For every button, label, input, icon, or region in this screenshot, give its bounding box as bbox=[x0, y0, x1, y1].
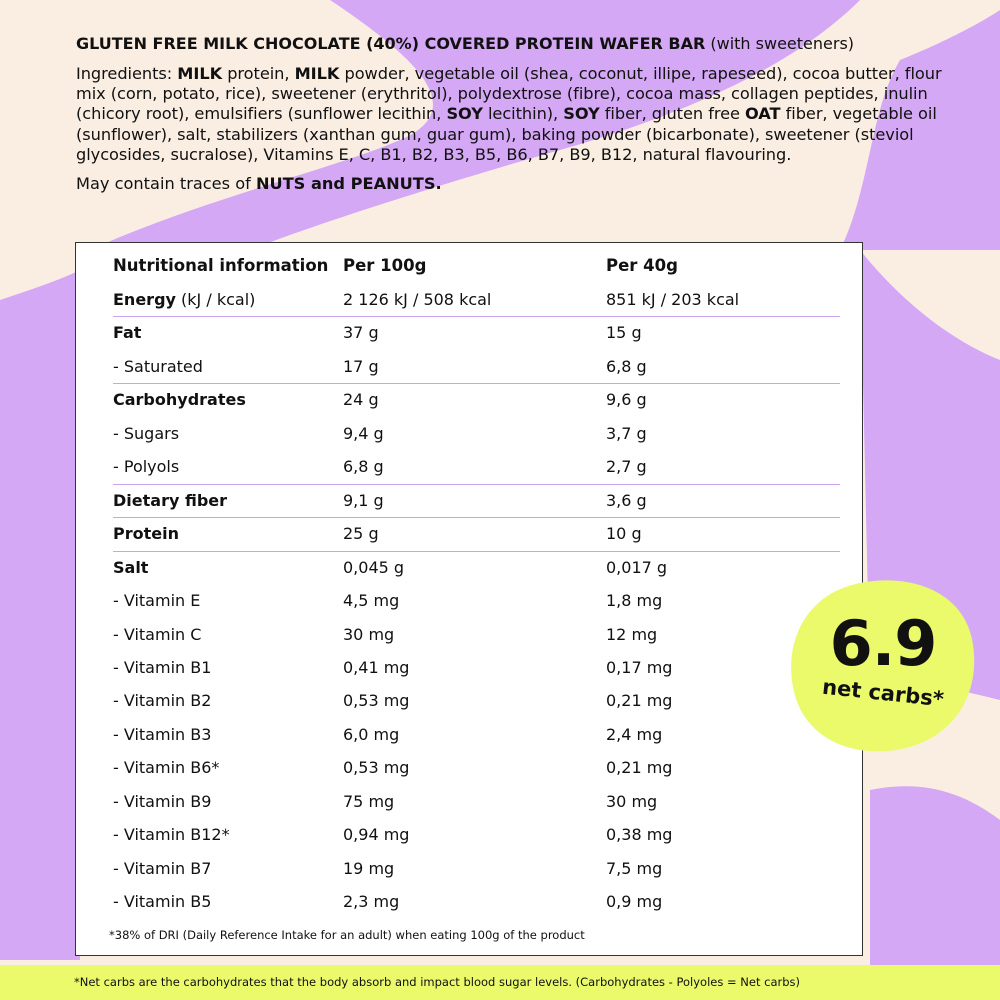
nutrition-table bbox=[75, 242, 863, 956]
product-title-bold: GLUTEN FREE MILK CHOCOLATE (40%) COVERED PROTEIN WAFER BAR bbox=[76, 34, 706, 53]
nutrition-row bbox=[113, 484, 840, 518]
net-carbs-footnote: *Net carbs are the carbohydrates that the body absorb and impact blood sugar levels. (Carbohydrates - Polyoles = Net carbs) bbox=[74, 975, 801, 989]
value-per-40g: 15 g bbox=[606, 323, 642, 343]
nutrition-row bbox=[113, 450, 840, 484]
ingredient-text: fiber, vegetable oil (sunflower), salt, stabilizers (xanthan gum, guar gum), baking powder (bicarbonate), sweetener (steviol glycosides, sucralose), Vitamins E, C, B1, B2, B3, B5, B6, B7, B9, B12, natural flavouring. bbox=[76, 104, 937, 164]
nutrient-name-cell bbox=[113, 484, 227, 517]
nutrition-row bbox=[113, 885, 840, 918]
value-per-40g: 12 mg bbox=[606, 624, 658, 644]
nutrient-name-cell bbox=[113, 618, 201, 651]
nutrient-name: - Sugars bbox=[113, 423, 180, 443]
nutrition-row bbox=[113, 350, 840, 384]
nutrient-name: - Vitamin E bbox=[113, 591, 201, 611]
value-per-100g: 19 mg bbox=[343, 858, 395, 878]
nutrient-name-cell bbox=[113, 450, 179, 483]
header-per-40g: Per 40g bbox=[606, 256, 678, 275]
value-per-100g: 24 g bbox=[343, 390, 379, 410]
value-per-100g: 17 g bbox=[343, 356, 379, 376]
nutrient-name-cell bbox=[113, 785, 211, 818]
value-per-40g: 9,6 g bbox=[606, 390, 647, 410]
product-heading-block bbox=[76, 33, 956, 195]
nutrient-name-cell bbox=[113, 517, 179, 550]
value-per-100g: 0,53 mg bbox=[343, 691, 410, 711]
nutrient-name: - Vitamin C bbox=[113, 624, 202, 644]
allergen-traces bbox=[76, 173, 956, 195]
nutrition-row bbox=[113, 283, 840, 317]
ingredients-text bbox=[76, 64, 956, 165]
value-per-100g: 0,41 mg bbox=[343, 657, 410, 677]
value-per-40g: 3,7 g bbox=[606, 423, 647, 443]
nutrient-name: - Vitamin B5 bbox=[113, 892, 212, 912]
nutrient-name: - Vitamin B6* bbox=[113, 758, 220, 778]
value-per-40g: 30 mg bbox=[606, 791, 658, 811]
nutrition-row bbox=[113, 551, 840, 584]
nutrient-name: Salt bbox=[113, 557, 149, 577]
value-per-40g: 10 g bbox=[606, 524, 642, 544]
value-per-40g: 2,7 g bbox=[606, 457, 647, 477]
nutrient-name: - Vitamin B7 bbox=[113, 858, 212, 878]
value-per-100g: 2,3 mg bbox=[343, 892, 400, 912]
header-nutritional-information: Nutritional information bbox=[113, 256, 329, 275]
nutrient-name-cell bbox=[113, 316, 141, 349]
value-per-100g: 2 126 kJ / 508 kcal bbox=[343, 290, 492, 309]
value-per-100g: 37 g bbox=[343, 323, 379, 343]
nutrient-name: - Vitamin B12* bbox=[113, 825, 230, 845]
nutrient-name: Energy bbox=[113, 290, 176, 309]
nutrient-name: Dietary fiber bbox=[113, 490, 228, 510]
nutrient-name-cell bbox=[113, 551, 148, 584]
nutrition-row bbox=[113, 818, 840, 851]
value-per-100g: 6,8 g bbox=[343, 457, 384, 477]
nutrient-name-cell bbox=[113, 818, 230, 851]
purple-wave-right-bottom bbox=[870, 786, 1000, 965]
nutrient-name: - Polyols bbox=[113, 457, 180, 477]
net-carbs-label: net carbs* bbox=[821, 674, 945, 712]
nutrient-name-cell bbox=[113, 383, 246, 416]
value-per-100g: 6,0 mg bbox=[343, 724, 400, 744]
value-per-40g: 1,8 mg bbox=[606, 591, 663, 611]
ingredient-allergen: MILK bbox=[294, 64, 340, 83]
value-per-40g: 0,17 mg bbox=[606, 657, 673, 677]
value-per-100g: 9,4 g bbox=[343, 423, 384, 443]
ingredient-allergen: SOY bbox=[563, 104, 600, 124]
product-title-suffix: (with sweeteners) bbox=[705, 34, 855, 53]
value-per-40g: 6,8 g bbox=[606, 356, 647, 376]
value-per-100g: 9,1 g bbox=[343, 490, 384, 510]
ingredient-text: fiber, gluten free bbox=[599, 104, 745, 124]
nutrient-name-cell bbox=[113, 718, 211, 751]
nutrition-table-header bbox=[113, 251, 840, 281]
value-per-40g: 2,4 mg bbox=[606, 724, 663, 744]
nutrient-name-cell bbox=[113, 283, 255, 316]
nutrient-name: - Vitamin B2 bbox=[113, 691, 212, 711]
ingredient-allergen: OAT bbox=[745, 104, 781, 124]
value-per-100g: 4,5 mg bbox=[343, 591, 400, 611]
purple-wave-left bbox=[0, 270, 80, 960]
nutrient-name-cell bbox=[113, 350, 203, 383]
nutrient-name: - Vitamin B3 bbox=[113, 724, 212, 744]
nutrition-row bbox=[113, 618, 840, 651]
nutrition-row bbox=[113, 417, 840, 450]
nutrition-row bbox=[113, 684, 840, 717]
nutrient-name-cell bbox=[113, 751, 219, 784]
nutrition-row bbox=[113, 751, 840, 784]
value-per-40g: 3,6 g bbox=[606, 490, 647, 510]
value-per-40g: 851 kJ / 203 kcal bbox=[606, 290, 740, 309]
ingredients-list bbox=[76, 64, 942, 164]
dri-footnote: *38% of DRI (Daily Reference Intake for an adult) when eating 100g of the product bbox=[109, 928, 585, 942]
nutrient-name: Fat bbox=[113, 323, 142, 343]
ingredient-allergen: MILK bbox=[177, 64, 223, 83]
value-per-100g: 30 mg bbox=[343, 624, 395, 644]
product-title bbox=[76, 33, 956, 55]
value-per-100g: 75 mg bbox=[343, 791, 395, 811]
nutrient-name-cell bbox=[113, 584, 200, 617]
nutrient-name-cell bbox=[113, 651, 211, 684]
nutrient-name-cell bbox=[113, 885, 211, 918]
ingredients-label: Ingredients: bbox=[76, 64, 178, 83]
nutrition-row bbox=[113, 785, 840, 818]
value-per-40g: 0,9 mg bbox=[606, 892, 663, 912]
ingredient-text: powder, vegetable oil (shea, coconut, illipe, rapeseed), cocoa butter, flour mix (corn, potato, rice), sweetener (erythritol), polydextrose (fibre), cocoa mass, collagen peptides, inulin (chicory root), emulsifiers (sunflower lecithin, bbox=[76, 64, 942, 124]
value-per-40g: 0,21 mg bbox=[606, 758, 673, 778]
nutrient-name: - Saturated bbox=[113, 356, 203, 376]
ingredient-text: lecithin), bbox=[482, 104, 564, 124]
header-per-100g: Per 100g bbox=[343, 256, 427, 275]
nutrient-name: Carbohydrates bbox=[113, 390, 246, 410]
nutrition-row bbox=[113, 651, 840, 684]
net-carbs-value: 6.9 bbox=[829, 607, 937, 680]
nutrition-row bbox=[113, 718, 840, 751]
nutrition-row bbox=[113, 852, 840, 885]
value-per-40g: 0,38 mg bbox=[606, 825, 673, 845]
nutrition-row bbox=[113, 316, 840, 349]
nutrition-row bbox=[113, 383, 840, 416]
value-per-40g: 0,017 g bbox=[606, 557, 668, 577]
nutrient-name: - Vitamin B1 bbox=[113, 657, 212, 677]
value-per-40g: 0,21 mg bbox=[606, 691, 673, 711]
ingredient-allergen: SOY bbox=[446, 104, 483, 124]
traces-allergens: NUTS and PEANUTS. bbox=[255, 174, 442, 194]
ingredient-text: protein, bbox=[222, 64, 295, 83]
nutrition-row bbox=[113, 517, 840, 551]
value-per-100g: 0,53 mg bbox=[343, 758, 410, 778]
value-per-40g: 7,5 mg bbox=[606, 858, 663, 878]
traces-prefix: May contain traces of bbox=[76, 174, 256, 194]
value-per-100g: 25 g bbox=[343, 524, 379, 544]
net-carbs-badge bbox=[790, 577, 976, 753]
value-per-100g: 0,045 g bbox=[343, 557, 405, 577]
nutrient-name-cell bbox=[113, 852, 211, 885]
nutrient-name-cell bbox=[113, 684, 211, 717]
footer-bar bbox=[0, 965, 1000, 1000]
nutrient-name: - Vitamin B9 bbox=[113, 791, 212, 811]
nutrition-row bbox=[113, 584, 840, 617]
value-per-100g: 0,94 mg bbox=[343, 825, 410, 845]
nutrient-name: Protein bbox=[113, 524, 179, 544]
nutrient-unit: (kJ / kcal) bbox=[175, 290, 256, 309]
nutrient-name-cell bbox=[113, 417, 179, 450]
